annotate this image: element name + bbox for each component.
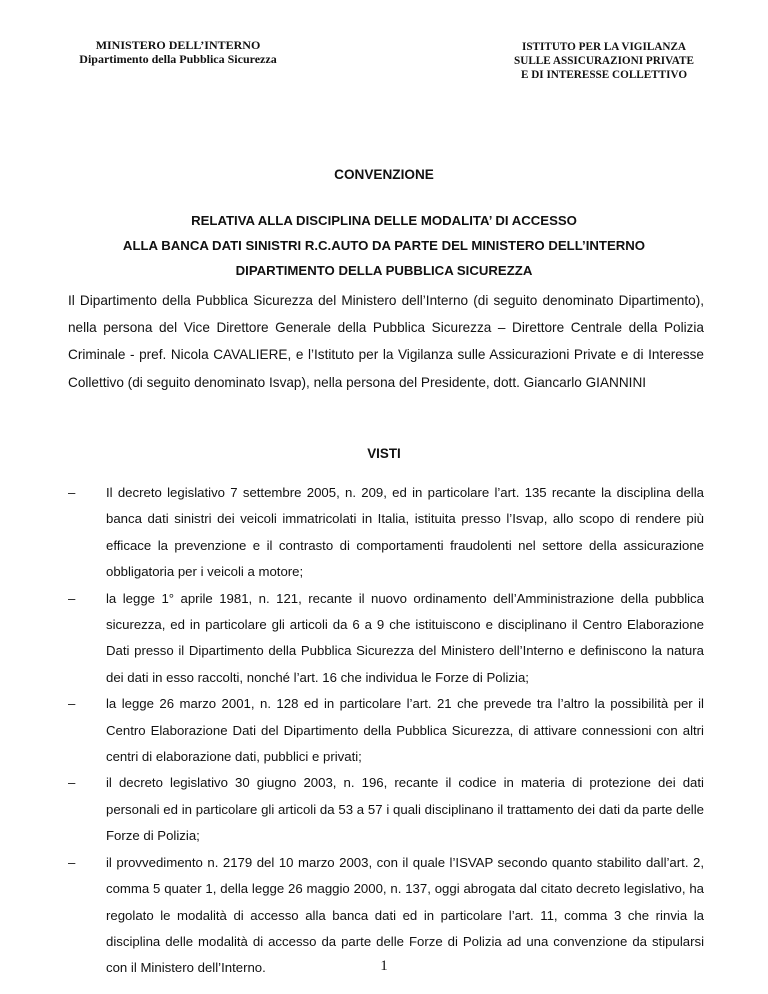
institute-line-3: E DI INTERESSE COLLETTIVO (520, 69, 688, 81)
institute-line-1: ISTITUTO PER LA VIGILANZA (521, 41, 687, 53)
header-left (63, 38, 293, 66)
list-item-text: la legge 1° aprile 1981, n. 121, recante il nuovo ordinamento dell’Amministrazione della pubblica sicurezza, ed in particolare gli articoli da 6 a 9 che istituiscono e disciplinano il Centro Elaborazione Dati presso il Dipartimento della Pubblica Sicurezza del Ministero dell’Interno e definiscono la natura dei dati in esso raccolti, nonché l’art. 16 che individua le Forze di Polizia; (106, 590, 704, 685)
dash-bullet: – (68, 854, 76, 870)
visti-list (68, 480, 704, 982)
dash-bullet: – (68, 590, 76, 606)
dash-bullet: – (68, 696, 76, 712)
list-item-text: il provvedimento n. 2179 del 10 marzo 2003, con il quale l’ISVAP secondo quanto stabilito dall’art. 2, comma 5 quater 1, della legge 26 maggio 2000, n. 137, oggi abrogata dal citato decreto legislativo, ha regolato le modalità di accesso alla banca dati ed in particolare l’art. 11, comma 3 che rinvia la disciplina delle modalità di accesso da parte delle Forze di Polizia ad una convenzione da stipularsi con il Ministero dell’Interno. (106, 854, 704, 976)
list-item-text: Il decreto legislativo 7 settembre 2005, n. 209, ed in particolare l’art. 135 recante la disciplina della banca dati sinistri dei veicoli immatricolati in Italia, istituita presso l’Isvap, allo scopo di rendere più efficace la prevenzione e il contrasto di comportamenti fraudolenti nel settore della assicurazione obbligatoria per i veicoli a motore; (106, 485, 704, 580)
subtitle-line-3: DIPARTIMENTO DELLA PUBBLICA SICUREZZA (235, 263, 533, 278)
list-item (68, 770, 704, 849)
list-item-text: il decreto legislativo 30 giugno 2003, n. 196, recante il codice in materia di protezione dei dati personali ed in particolare gli articoli da 53 a 57 i quali disciplinano il trattamento dei dati da parte delle Forze di Polizia; (106, 775, 704, 844)
ministry-name: MINISTERO DELL’INTERNO (95, 38, 261, 52)
intro-paragraph: Il Dipartimento della Pubblica Sicurezza del Ministero dell’Interno (di seguito denominato Dipartimento), nella persona del Vice Direttore Generale della Pubblica Sicurezza – Direttore Centrale della Polizia Criminale - pref. Nicola CAVALIERE, e l’Istituto per la Vigilanza sulle Assicurazioni Private e di Interesse Collettivo (di seguito denominato Isvap), nella persona del Presidente, dott. Giancarlo GIANNINI (68, 293, 704, 390)
document-title: CONVENZIONE (334, 167, 434, 182)
document-subtitle (60, 208, 708, 283)
list-item (68, 480, 704, 586)
visti-heading: VISTI (367, 446, 401, 461)
subtitle-line-1: RELATIVA ALLA DISCIPLINA DELLE MODALITA’ DI ACCESSO (191, 213, 577, 228)
department-name: Dipartimento della Pubblica Sicurezza (79, 52, 277, 66)
subtitle-line-2: ALLA BANCA DATI SINISTRI R.C.AUTO DA PARTE DEL MINISTERO DELL’INTERNO (122, 238, 646, 253)
list-item (68, 586, 704, 692)
dash-bullet: – (68, 775, 76, 791)
list-item (68, 691, 704, 770)
list-item-text: la legge 26 marzo 2001, n. 128 ed in particolare l’art. 21 che prevede tra l’altro la possibilità per il Centro Elaborazione Dati del Dipartimento della Pubblica Sicurezza, di attivare connessioni con altri centri di elaborazione dati, pubblici e privati; (106, 696, 704, 765)
header-right (494, 40, 714, 82)
dash-bullet: – (68, 485, 76, 500)
institute-line-2: SULLE ASSICURAZIONI PRIVATE (514, 55, 694, 67)
page-number: 1 (380, 958, 388, 974)
